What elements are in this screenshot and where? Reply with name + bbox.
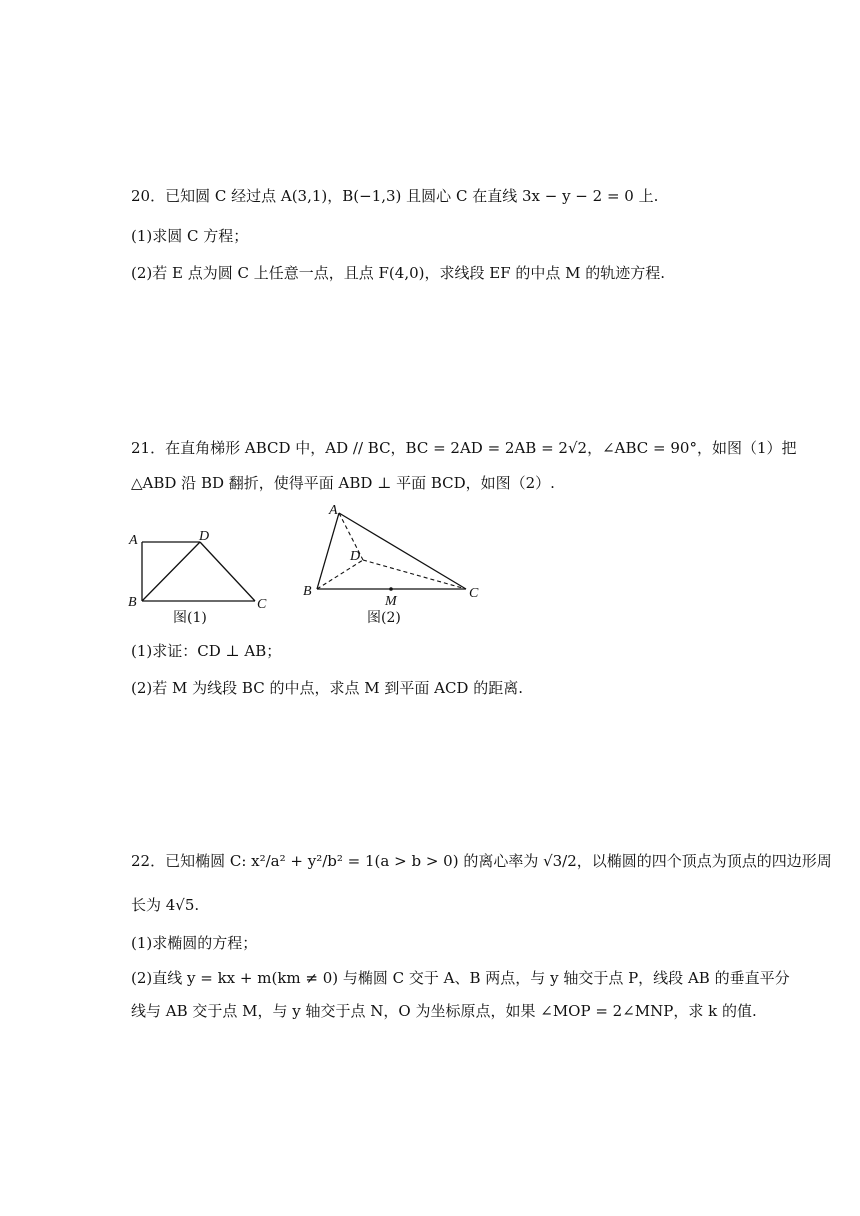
fig1-label-c: C: [257, 597, 267, 612]
q21-part2: (2)若 M 为线段 BC 的中点，求点 M 到平面 ACD 的距离.: [131, 679, 523, 697]
q22-part2-line2: 线与 AB 交于点 M，与 y 轴交于点 N，O 为坐标原点，如果 ∠MOP = 2∠MNP，求 k 的值.: [131, 1002, 757, 1020]
edge-dc: [200, 542, 255, 601]
q22-stem-line1: 22．已知椭圆 C: x²/a² + y²/b² = 1(a > b > 0) 的离心率为 √3/2，以椭圆的四个顶点为顶点的四边形周: [131, 852, 832, 870]
fig1-label-a: A: [129, 533, 138, 548]
fig2-label-b: B: [303, 584, 312, 599]
figure-2-svg: [298, 500, 498, 610]
fig2-label-m: M: [385, 594, 397, 609]
fig1-label-b: B: [128, 595, 137, 610]
q20-part1: (1)求圆 C 方程；: [131, 227, 249, 245]
q20-stem: 20．已知圆 C 经过点 A(3,1)，B(−1,3) 且圆心 C 在直线 3x − y − 2 = 0 上.: [131, 187, 659, 205]
figure-2-caption: 图(2): [367, 610, 401, 626]
q21-part1: (1)求证：CD ⊥ AB；: [131, 642, 282, 660]
q21-stem-line2: △ABD 沿 BD 翻折，使得平面 ABD ⊥ 平面 BCD，如图（2）.: [131, 474, 555, 492]
q22-part1: (1)求椭圆的方程；: [131, 934, 258, 952]
q22-part2-line1: (2)直线 y = kx + m(km ≠ 0) 与椭圆 C 交于 A、B 两点，与 y 轴交于点 P，线段 AB 的垂直平分: [131, 969, 790, 987]
fig2-label-d: D: [350, 549, 361, 564]
fig2-label-a: A: [329, 503, 338, 518]
figure-1-caption: 图(1): [173, 610, 207, 626]
edge-bd: [142, 542, 200, 601]
fig1-label-d: D: [199, 529, 210, 544]
q22-stem-line2: 长为 4√5.: [131, 896, 200, 914]
figure-2-tetrahedron: [298, 500, 498, 610]
point-m: [389, 587, 393, 591]
fig2-label-c: C: [469, 586, 479, 601]
q21-stem-line1: 21．在直角梯形 ABCD 中，AD // BC，BC = 2AD = 2AB = 2√2，∠ABC = 90°，如图（1）把: [131, 439, 797, 457]
q20-part2: (2)若 E 点为圆 C 上任意一点，且点 F(4,0)，求线段 EF 的中点 M 的轨迹方程.: [131, 264, 666, 282]
edge-dc-hidden: [363, 560, 466, 589]
